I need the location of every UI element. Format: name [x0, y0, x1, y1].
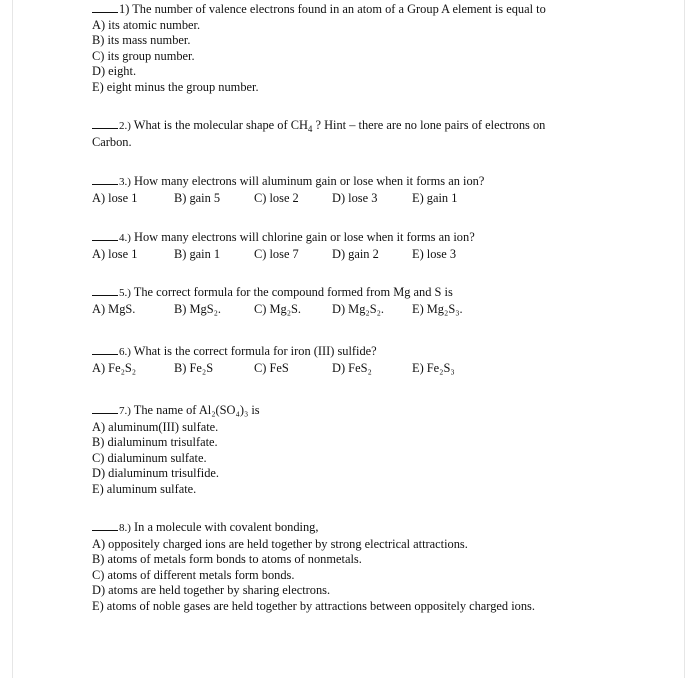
- question-number: 4.): [119, 232, 131, 244]
- answer-blank[interactable]: [92, 230, 118, 241]
- choice: B) MgS₂.: [174, 301, 222, 316]
- question-7: [92, 403, 682, 497]
- question-stem-end: ? Hint – there are no lone pairs of electrons on: [312, 118, 546, 132]
- subscript: 4: [307, 124, 313, 134]
- answer-blank[interactable]: [92, 285, 118, 296]
- choice: A) its atomic number.: [92, 17, 201, 32]
- choice: D) lose 3: [332, 190, 378, 205]
- choice-row: [92, 191, 682, 207]
- choice: A) Fe₂S₂: [92, 360, 137, 375]
- question-stem: The number of valence electrons found in an atom of a Group A element is equal to: [132, 2, 546, 16]
- choice: E) atoms of noble gases are held together by attractions between oppositely charged ions.: [92, 598, 535, 613]
- choice: D) dialuminum trisulfide.: [92, 466, 219, 480]
- question-number: 8.): [119, 522, 131, 534]
- choice: A) oppositely charged ions are held together by strong electrical attractions.: [92, 536, 468, 551]
- question-5: [92, 285, 682, 317]
- question-stem-continued: Carbon.: [92, 134, 132, 149]
- choice: A) lose 1: [92, 246, 138, 261]
- question-4-stem-line: [92, 230, 682, 247]
- choice-row: [92, 247, 682, 263]
- question-number: 1): [119, 2, 130, 16]
- question-5-stem-line: [92, 285, 682, 302]
- choice: D) eight.: [92, 64, 137, 78]
- question-number: 7.): [119, 405, 131, 417]
- question-7-stem-line: [92, 403, 682, 420]
- answer-blank[interactable]: [92, 2, 118, 13]
- question-8: [92, 520, 682, 614]
- question-1-stem-line: [92, 2, 682, 18]
- question-3-stem-line: [92, 174, 682, 191]
- question-stem: What is the molecular shape of CH: [133, 118, 308, 132]
- question-stem: How many electrons will chlorine gain or lose when it forms an ion?: [134, 230, 475, 244]
- choice: B) dialuminum trisulfate.: [92, 435, 218, 449]
- choice: C) dialuminum sulfate.: [92, 450, 207, 465]
- choice: A) lose 1: [92, 190, 138, 205]
- answer-blank[interactable]: [92, 174, 118, 185]
- question-stem: In a molecule with covalent bonding,: [134, 520, 319, 534]
- question-8-stem-line: [92, 520, 682, 537]
- right-page-edge: [684, 0, 700, 678]
- choice: E) Mg₂S₃.: [412, 301, 463, 316]
- question-6: [92, 344, 682, 376]
- question-4: [92, 230, 682, 262]
- question-stem: How many electrons will aluminum gain or lose when it forms an ion?: [134, 174, 485, 188]
- choice: D) atoms are held together by sharing electrons.: [92, 583, 331, 597]
- question-2: [92, 118, 682, 150]
- choice: A) MgS.: [92, 301, 136, 316]
- choice: A) aluminum(III) sulfate.: [92, 419, 219, 434]
- choice: D) Mg₂S₂.: [332, 301, 385, 316]
- question-stem: The correct formula for the compound formed from Mg and S is: [133, 285, 453, 299]
- question-1: [92, 2, 682, 95]
- choice: C) its group number.: [92, 48, 195, 63]
- choice: E) lose 3: [412, 246, 457, 261]
- choice-row: [92, 302, 682, 318]
- choice-row: [92, 361, 682, 377]
- question-6-stem-line: [92, 344, 682, 361]
- choice: D) gain 2: [332, 246, 379, 261]
- left-page-edge: [0, 0, 13, 678]
- question-stem: The name of Al₂(SO₄)₃ is: [133, 403, 260, 417]
- quiz-page: [92, 0, 682, 678]
- choice: E) eight minus the group number.: [92, 79, 259, 94]
- choice: B) gain 1: [174, 246, 221, 261]
- choice: C) FeS: [254, 360, 289, 375]
- question-number: 2.): [119, 120, 131, 132]
- answer-blank[interactable]: [92, 344, 118, 355]
- answer-blank[interactable]: [92, 403, 118, 414]
- choice: C) atoms of different metals form bonds.: [92, 567, 295, 582]
- question-number: 5.): [119, 287, 131, 299]
- choice: D) FeS₂: [332, 360, 372, 375]
- choice: B) gain 5: [174, 190, 221, 205]
- choice: C) Mg₂S.: [254, 301, 302, 316]
- choice: E) aluminum sulfate.: [92, 481, 197, 496]
- question-2-stem-line: [92, 118, 682, 135]
- choice: C) lose 7: [254, 246, 299, 261]
- question-3: [92, 174, 682, 206]
- choice: B) its mass number.: [92, 33, 191, 47]
- question-stem: What is the correct formula for iron (III) sulfide?: [133, 344, 377, 358]
- choice: B) atoms of metals form bonds to atoms of nonmetals.: [92, 552, 362, 566]
- choice: E) gain 1: [412, 190, 458, 205]
- question-number: 6.): [119, 346, 131, 358]
- choice: E) Fe₂S₃: [412, 360, 455, 375]
- answer-blank[interactable]: [92, 118, 118, 129]
- question-number: 3.): [119, 176, 131, 188]
- answer-blank[interactable]: [92, 520, 118, 531]
- choice: B) Fe₂S: [174, 360, 214, 375]
- choice: C) lose 2: [254, 190, 299, 205]
